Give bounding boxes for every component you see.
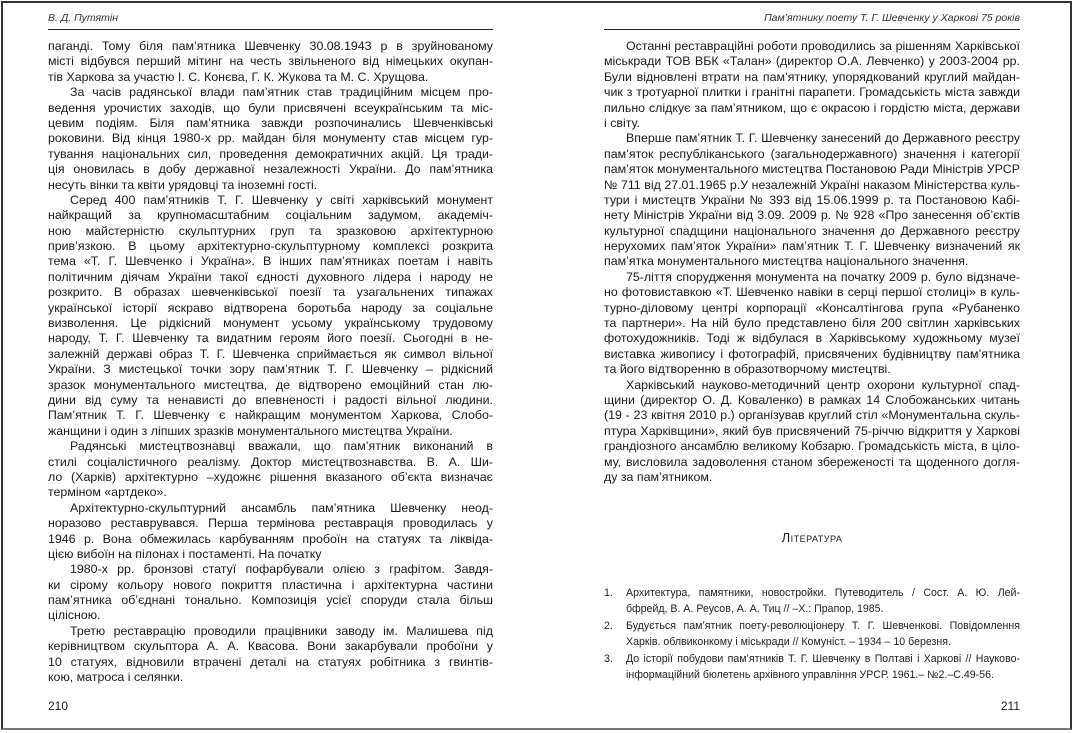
text-line: найкращий за крупномасштабним соціальним задумом, академіч- <box>48 208 493 223</box>
reference-line: інформаційний бюлетень архівного управління УРСР. 1961.– №2.–С.49-56. <box>626 669 994 682</box>
running-head-author: В. Д. Путятін <box>48 12 493 30</box>
text-line: 1980-х рр. бронзові статуї пофарбували олією з графітом. Завдя- <box>70 562 493 577</box>
text-line: Пам’ятник Т. Г. Шевченку є найкращим монументом Харкова, Слобо- <box>48 408 493 423</box>
text-line: та партнери». На ній було представлено біля 200 світлин харківських <box>604 316 1020 331</box>
paragraph <box>604 131 1020 270</box>
text-line: фотохудожників. Тоді ж відбулася в Харківському художньому музеї <box>604 331 1020 346</box>
text-line: несуть вінки та квіти урядовці та іноземні гості. <box>48 177 318 192</box>
text-line: тема «Т. Г. Шевченко і Україна». В інших пам’ятниках поетам і навіть <box>48 254 493 269</box>
text-line: пам’яток республіканського (загальнодержавного) значення і категорії <box>604 146 1020 161</box>
running-head-title: Пам’ятнику поету Т. Г. Шевченку у Харкові 75 років <box>604 12 1020 30</box>
paragraph <box>48 501 493 563</box>
left-page <box>48 0 493 733</box>
text-line: № 711 від 27.01.1965 р.У незалежній Україні наказом Міністерства куль- <box>604 177 1020 192</box>
paragraph <box>48 439 493 501</box>
reference-number: 1. <box>604 587 613 599</box>
reference-line: До історії побудови пам’ятників Т. Г. Шевченку в Полтаві і Харкові // Науково- <box>626 652 1020 665</box>
text-line: залежній державі образ Т. Г. Шевченка сприймається як символ вільної <box>48 346 493 361</box>
text-line: ки сірому кольору нового покриття пластична і архітектурна частини <box>48 577 493 592</box>
text-line: За часів радянської влади пам’ятник став традиційним місцем про- <box>70 85 493 100</box>
text-line: кою, матроса і селянки. <box>48 670 184 685</box>
text-line: ло (Харків) архітектурно –художнє рішення вказаного об’єкта визначає <box>48 469 493 484</box>
reference-list <box>604 585 1020 683</box>
text-line: норазово реставрувався. Перша термінова реставрація проводилась у <box>48 516 493 531</box>
reference-line: Будується пам’ятник поету-революціонеру Т. Г. Шевченкові. Повідомлення <box>626 619 1020 632</box>
text-line: пам’ятника об’єднані тонально. Композиція усієї споруди стала більш <box>48 593 493 608</box>
paragraph <box>48 624 493 686</box>
text-line: 75-ліття спорудження монумента на початку 2009 р. було відзначе- <box>626 269 1020 284</box>
text-line: визволення. Це рідкісний монумент усьому українському трудовому <box>48 316 493 331</box>
paragraph <box>48 39 493 85</box>
text-line: ція оновилась в добу державної незалежності України. До пам’ятника <box>48 162 493 177</box>
text-line: щини (директор О. Д. Коваленко) в рамках 14 Слобожанських читань <box>604 392 1020 407</box>
reference-line: бфрейд, В. А. Реусов, А. А. Тиц // –Х.: Прапор, 1985. <box>626 603 884 616</box>
literature-heading: Література <box>781 530 843 545</box>
paragraph <box>48 193 493 439</box>
reference-item <box>604 585 1020 618</box>
text-line: Радянські мистецтвознавці вважали, що пам’ятник виконаний в <box>70 439 493 454</box>
text-line: (19 - 23 квітня 2010 р.) організував круглий стіл «Монументальна скуль- <box>604 408 1020 423</box>
text-line: Вперше пам’ятник Т. Г. Шевченку занесений до Державного реєстру <box>626 131 1020 146</box>
paragraph <box>48 562 493 624</box>
text-line: ведення урочистих заходів, що були присвячені всеукраїнським та міс- <box>48 100 493 115</box>
text-line: нерухомих пам’яток України» пам’ятник Т. Г. Шевченку визначений як <box>604 239 1020 254</box>
text-line: місті відбувся перший мітинг на честь звільненого від німецьких окупан- <box>48 54 493 69</box>
text-line: прив’язкою. В цьому архітектурно-скульптурному комплексі розкрита <box>48 239 493 254</box>
text-line: України. З мистецької точки зору пам’ятник Т. Г. Шевченку – рідкісний <box>48 362 493 377</box>
text-line: та його відтворенню в образотворчому мистецтві. <box>604 362 891 377</box>
paragraph <box>48 85 493 193</box>
text-line: цевим подіям. Біля пам’ятника завжди розпочинались Шевченківські <box>48 115 493 130</box>
text-line: турно-діловому центрі корпорації «Консалтінгова група «Рубаненко <box>604 300 1020 315</box>
text-line: пам’ятка монументального мистецтва національного значення. <box>604 254 969 269</box>
text-line: міськради ТОВ ВБК «Талан» (директор О.А. Левченко) у 2003-2004 рр. <box>604 54 1020 69</box>
reference-number: 3. <box>604 652 613 665</box>
reference-item <box>604 651 1020 684</box>
left-page-body <box>48 39 493 685</box>
text-line: ною майстерністю скульптурних груп та зразковою архітектурною <box>48 223 493 238</box>
text-line: пильно слідкує за пам’ятником, що є окрасою і гордістю міста, держави <box>604 100 1020 115</box>
reference-line: Архитектура, памятники, новостройки. Путеводитель / Сост. А. Ю. Лей- <box>626 587 1020 599</box>
text-line: цією вибоїн на пілонах і постаменті. На початку <box>48 546 322 561</box>
text-line: птура Харківщини», який був присвячений 75-річчю відкриття у Харкові <box>604 423 1020 438</box>
text-line: стилі соціалістичного реалізму. Доктор мистецтвознавства. В. А. Ши- <box>48 454 493 469</box>
right-page-body <box>604 39 1020 485</box>
text-line: Були відновлені втрати на пам’ятнику, упорядкований круглий майдан- <box>604 69 1020 84</box>
text-line: роковини. Від кінця 1980-х рр. майдан біля монументу став місцем гур- <box>48 131 493 146</box>
paragraph <box>604 378 1020 486</box>
right-page <box>604 0 1020 733</box>
text-line: нету Міністрів України від 3.09. 2009 р. № 928 «Про занесення об’єктів <box>604 208 1020 223</box>
text-line: політичним діячам України такої єдності духовного лідера і народу не <box>48 269 493 284</box>
text-line: Останні реставраційні роботи проводились за рішенням Харківської <box>626 39 1020 53</box>
paragraph <box>604 39 1020 131</box>
text-line: народу, Т. Г. Шевченку та видатним героям його поезії. Сьогодні в не- <box>48 331 493 346</box>
text-line: Третю реставрацію проводили працівники заводу ім. Малишева під <box>70 623 493 638</box>
paragraph <box>604 270 1020 378</box>
page-number: 211 <box>1000 699 1020 713</box>
reference-line: Харків. облвиконкому і міськради // Комуніст. – 1934 – 10 березня. <box>626 636 951 649</box>
page-number: 210 <box>48 699 69 713</box>
text-line: Харківський науково-методичний центр охорони культурної спад- <box>626 377 1020 392</box>
text-line: виставка живопису і фотографій, присвячених будівництву пам’ятника <box>604 346 1020 361</box>
text-line: керівництвом скульптора А. А. Квасова. Вони закарбували пробоїни у <box>48 639 493 654</box>
text-line: цілісною. <box>48 608 101 623</box>
text-line: пам’яток монументального мистецтва Постановою Ради Міністрів УРСР <box>604 162 1020 177</box>
text-line: і світу. <box>604 115 640 130</box>
text-line: тури і мистецтв України № 393 від 15.06.1999 р. та Постановою Кабі- <box>604 192 1020 207</box>
text-line: 1946 р. Вона обмежилась карбуванням пробоїн на статуях та ліквіда- <box>48 531 493 546</box>
text-line: дини від суму та ненависті до впевненості і радості вільної людини. <box>48 392 493 407</box>
text-line: но фотовиставкою «Т. Шевченко навіки в серці першої столиці» в куль- <box>604 285 1020 300</box>
text-line: паганді. Тому біля пам’ятника Шевченку 30.08.1943 р в зруйнованому <box>48 39 493 53</box>
reference-number: 2. <box>604 619 613 632</box>
text-line: терміном «артдеко». <box>48 485 167 500</box>
text-line: культурної спадщини національного значення до Державного реєстру <box>604 223 1020 238</box>
text-line: Архітектурно-скульптурний ансамбль пам’ятника Шевченку неод- <box>70 500 493 515</box>
text-line: 10 статуях, відновили втрачені деталі на статуях робітника з гвинтів- <box>48 654 493 669</box>
text-line: тування національних сил, проведення демократичних акцій. Ця тради- <box>48 146 493 161</box>
text-line: жанщини і один з ліпших зразків монументального мистецтва України. <box>48 423 453 438</box>
reference-item <box>604 618 1020 651</box>
text-line: зразок монументального мистецтва, де відтворено емоційний стан лю- <box>48 377 493 392</box>
text-line: грандіозного ансамблю великому Кобзарю. Громадськість міста, в ціло- <box>604 439 1020 454</box>
text-line: му, висловила задоволення станом збереженості та щоденного догля- <box>604 454 1020 469</box>
text-line: розкрито. В образах шевченківської поезії та узагальнених типажах <box>48 285 493 300</box>
text-line: ду за пам’ятником. <box>604 469 713 484</box>
text-line: чик з тротуарної плитки і гранітні парапети. Громадськість міста завжди <box>604 85 1020 100</box>
text-line: тів Харкова за участю І. С. Конєва, Г. К. Жукова та М. С. Хрущова. <box>48 69 429 84</box>
text-line: української історії яскраво відтворена боротьба народу за соціальне <box>48 300 493 315</box>
text-line: Серед 400 пам’ятників Т. Г. Шевченку у світі харківський монумент <box>70 192 493 207</box>
